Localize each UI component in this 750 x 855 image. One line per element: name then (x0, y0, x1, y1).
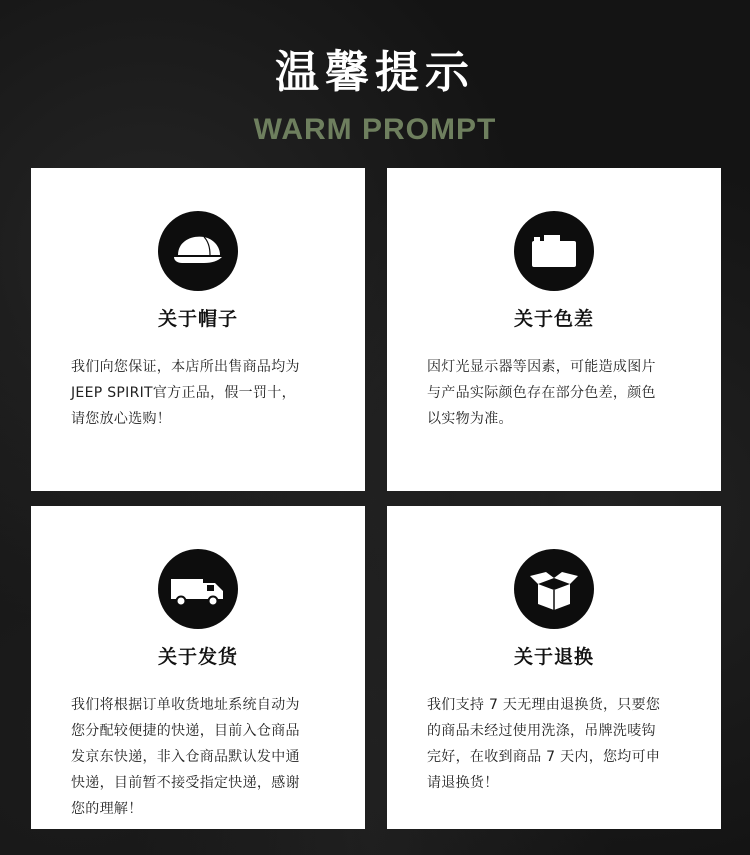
card-text: 我们将根据订单收货地址系统自动为 您分配较便捷的快递，目前入仓商品 发京东快递，非入仓商品默认发中通 快递，目前暂不接受指定快递，感谢 您的理解！ (71, 697, 300, 817)
card-text: 因灯光显示器等因素，可能造成图片 与产品实际颜色存在部分色差，颜色 以实物为准。 (427, 359, 656, 427)
cap-icon (158, 211, 238, 291)
truck-icon (158, 549, 238, 629)
card-text: 我们支持 7 天无理由退换货，只要您 的商品未经过使用洗涤，吊牌洗唛钩 完好，在收到商品 7 天内，您均可申 请退换货！ (427, 697, 661, 791)
card-text: 我们向您保证，本店所出售商品均为 JEEP SPIRIT官方正品，假一罚十， 请您放心选购！ (71, 359, 300, 427)
card-title: 关于色差 (513, 308, 594, 330)
card-title: 关于退换 (513, 646, 594, 668)
page-subtitle: WARM PROMPT (253, 113, 497, 146)
card-title: 关于帽子 (157, 308, 238, 330)
info-card-return (387, 506, 721, 829)
box-icon (514, 549, 594, 629)
card-title: 关于发货 (157, 646, 238, 668)
info-card-color (387, 168, 721, 491)
header (0, 44, 750, 148)
camera-icon (514, 211, 594, 291)
info-card-cap (31, 168, 365, 491)
info-card-shipping (31, 506, 365, 829)
page-title: 温馨提示 (275, 47, 475, 98)
